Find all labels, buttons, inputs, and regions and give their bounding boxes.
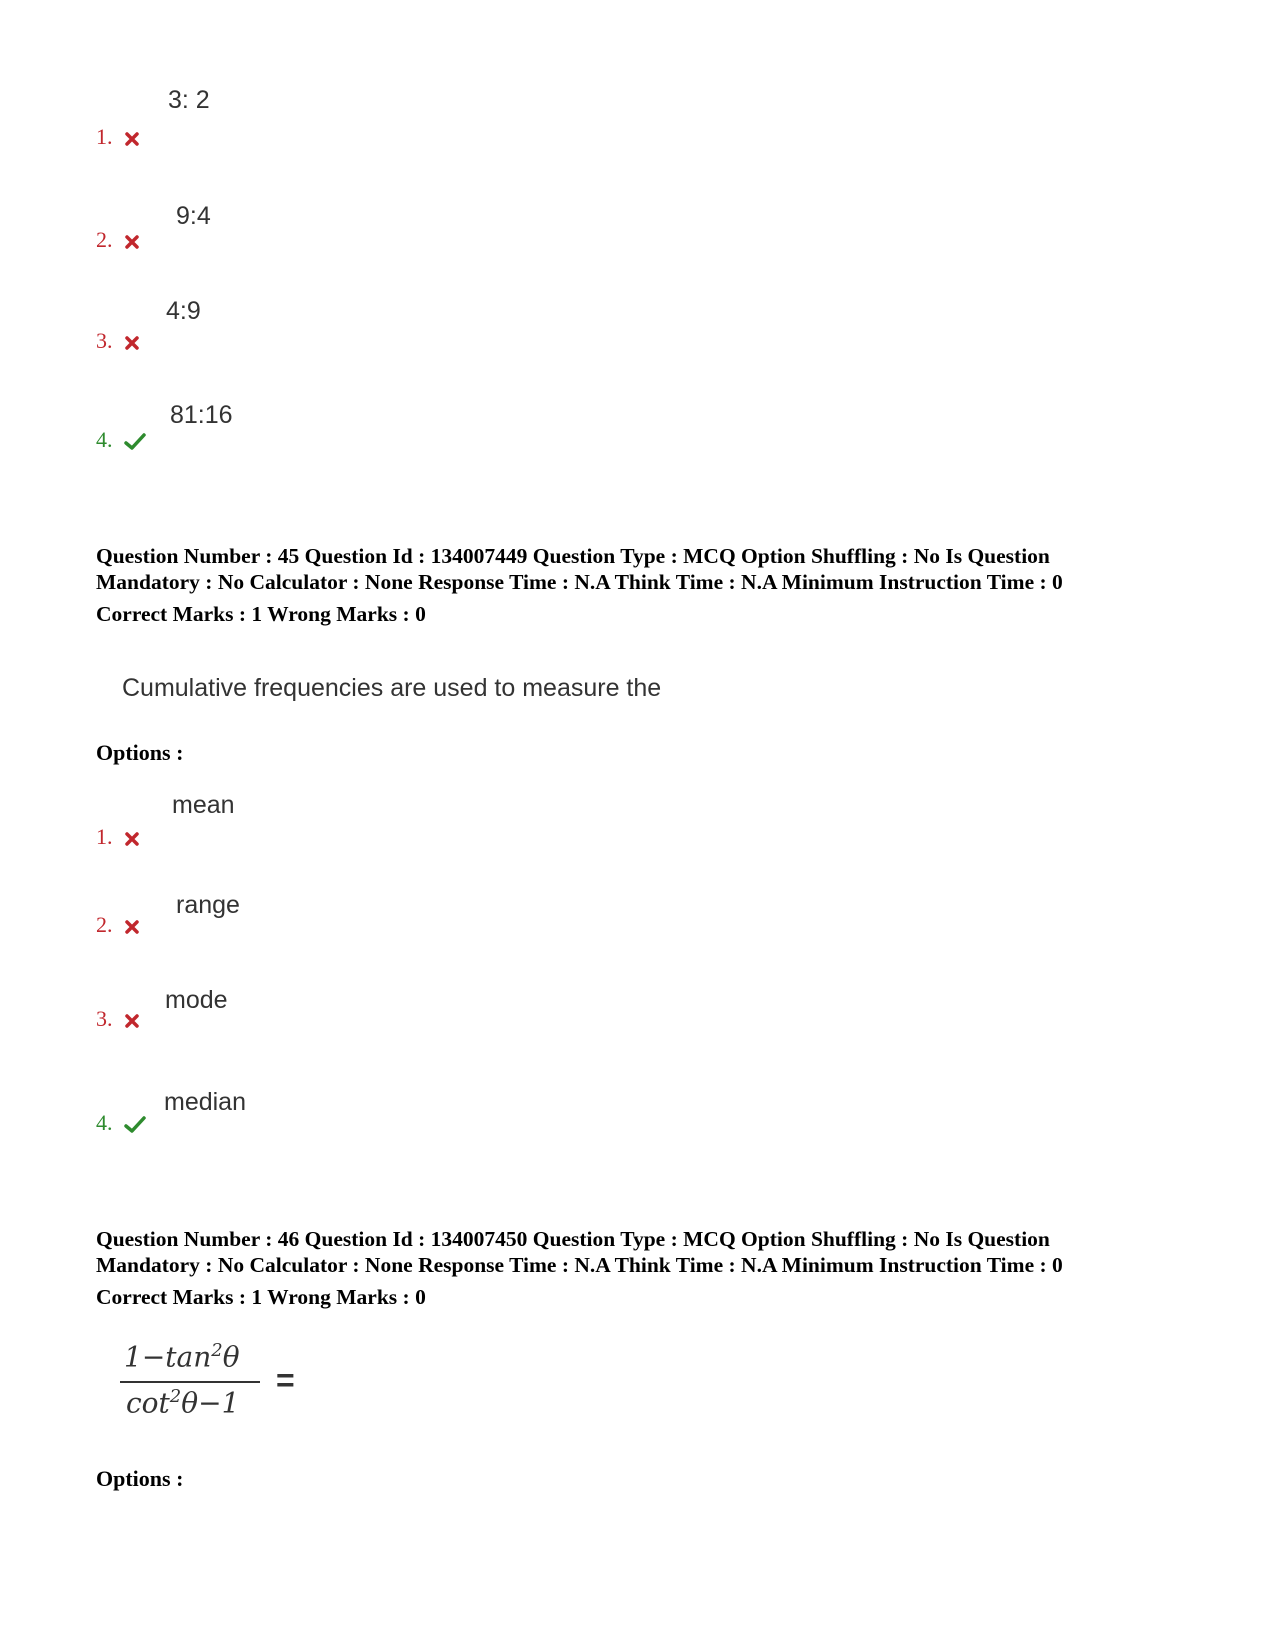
- option-number: 2.: [96, 227, 113, 252]
- option-item: [96, 427, 146, 453]
- formula-numerator: $1-\tan^2\theta$: [124, 1340, 240, 1374]
- option-item: [96, 912, 140, 938]
- option-number: 4.: [96, 427, 113, 452]
- options-label: Options :: [96, 1466, 184, 1491]
- meta-line: Question Number : 46 Question Id : 134007450 Question Type : MCQ Option Shuffling : No Is Question: [96, 1227, 1050, 1251]
- option-number: 3.: [96, 1006, 113, 1031]
- option-item: [96, 1006, 140, 1032]
- option-item: [96, 1110, 146, 1136]
- meta-line: Question Number : 45 Question Id : 134007449 Question Type : MCQ Option Shuffling : No Is Question: [96, 544, 1050, 568]
- meta-line: Mandatory : No Calculator : None Response Time : N.A Think Time : N.A Minimum Instruction Time : 0: [96, 570, 1063, 594]
- option-text: 9:4: [176, 202, 211, 230]
- check-icon: [124, 1116, 146, 1134]
- option-number: 1.: [96, 824, 113, 849]
- option-number: 1.: [96, 124, 113, 149]
- cross-icon: [124, 919, 140, 935]
- question-text: Cumulative frequencies are used to measure the: [122, 674, 662, 702]
- option-number: 4.: [96, 1110, 113, 1135]
- formula-denominator: $\cot^2\theta-1$: [126, 1386, 240, 1420]
- check-icon: [124, 433, 146, 451]
- options-label: Options :: [96, 740, 184, 765]
- meta-line: Correct Marks : 1 Wrong Marks : 0: [96, 1285, 426, 1309]
- option-item: [96, 124, 140, 150]
- option-text: mean: [172, 791, 235, 819]
- option-text: median: [164, 1088, 246, 1116]
- cross-icon: [124, 1013, 140, 1029]
- option-text: range: [176, 891, 240, 919]
- fraction-bar: [120, 1381, 260, 1383]
- question-formula: [120, 1340, 320, 1430]
- cross-icon: [124, 234, 140, 250]
- meta-line: Correct Marks : 1 Wrong Marks : 0: [96, 602, 426, 626]
- cross-icon: [124, 131, 140, 147]
- option-item: [96, 227, 140, 253]
- question-meta: [96, 543, 1216, 627]
- option-text: mode: [165, 986, 228, 1014]
- option-text: 3: 2: [168, 86, 210, 114]
- cross-icon: [124, 335, 140, 351]
- question-meta: [96, 1226, 1216, 1310]
- option-text: 4:9: [166, 297, 201, 325]
- cross-icon: [124, 831, 140, 847]
- equals-sign: =: [276, 1362, 295, 1398]
- option-number: 2.: [96, 912, 113, 937]
- option-item: [96, 328, 140, 354]
- option-number: 3.: [96, 328, 113, 353]
- option-item: [96, 824, 140, 850]
- option-text: 81:16: [170, 401, 233, 429]
- meta-line: Mandatory : No Calculator : None Response Time : N.A Think Time : N.A Minimum Instruction Time : 0: [96, 1253, 1063, 1277]
